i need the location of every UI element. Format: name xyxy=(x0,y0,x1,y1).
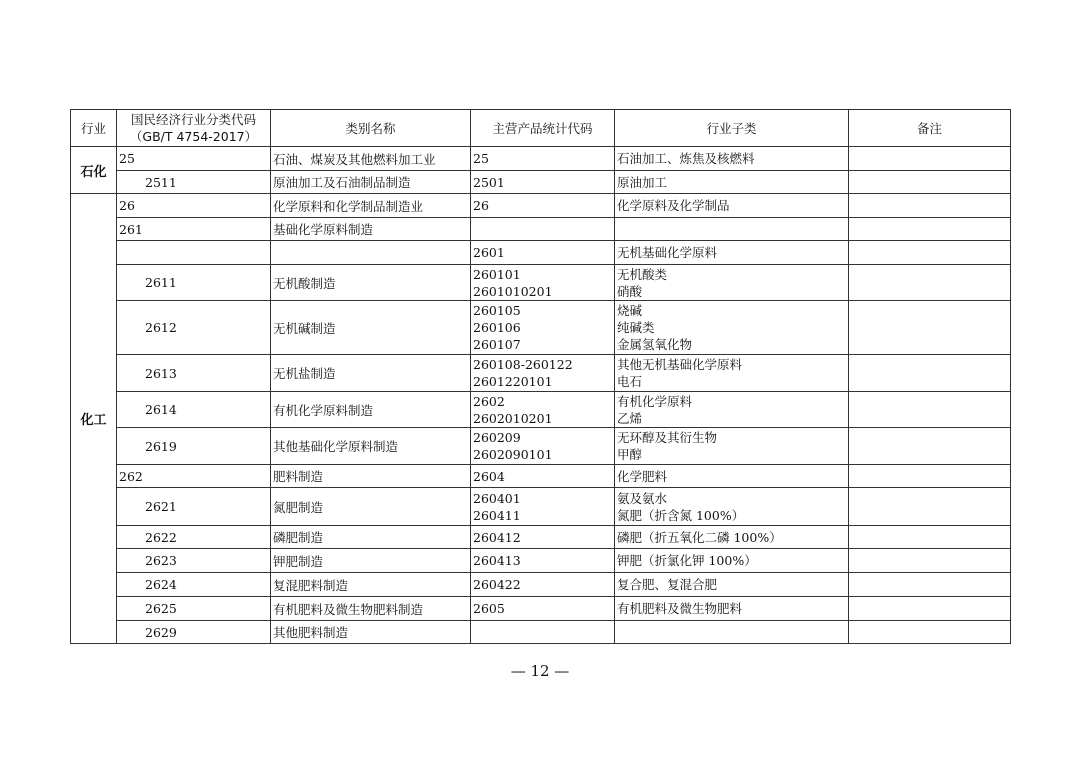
header-category-name: 类别名称 xyxy=(271,110,471,147)
table-row xyxy=(71,549,1011,573)
subcategory-item: 有机肥料及微生物肥料 xyxy=(617,601,743,616)
subcategory-cell xyxy=(615,597,849,621)
remark-cell xyxy=(849,597,1011,621)
remark-cell xyxy=(849,621,1011,644)
subcategory-item: 复合肥、复混合肥 xyxy=(617,577,718,592)
industry-cell-chemical: 化工 xyxy=(71,194,117,644)
product-code: 2601 xyxy=(473,245,505,260)
product-code-cell xyxy=(471,301,615,355)
gb-code-cell: 2614 xyxy=(117,392,271,428)
category-name-cell: 氮肥制造 xyxy=(271,488,471,526)
product-code: 260107 xyxy=(473,337,521,352)
table-header-row xyxy=(71,110,1011,147)
gb-code-cell: 2511 xyxy=(117,171,271,194)
category-name-cell: 复混肥料制造 xyxy=(271,573,471,597)
table-row xyxy=(71,265,1011,301)
product-code-cell xyxy=(471,194,615,218)
category-name-cell: 有机化学原料制造 xyxy=(271,392,471,428)
gb-code-cell: 2622 xyxy=(117,526,271,549)
industry-cell-petrochemical: 石化 xyxy=(71,147,117,194)
subcategory-item: 石油加工、炼焦及核燃料 xyxy=(617,151,755,166)
subcategory-cell xyxy=(615,428,849,465)
remark-cell xyxy=(849,549,1011,573)
subcategory-item: 化学肥料 xyxy=(617,468,668,484)
header-subcategory: 行业子类 xyxy=(615,110,849,147)
product-code: 260101 xyxy=(473,266,521,282)
product-code: 260413 xyxy=(473,553,521,568)
product-code: 2602010201 xyxy=(473,410,553,426)
category-name-cell: 原油加工及石油制品制造 xyxy=(271,171,471,194)
category-name-cell: 磷肥制造 xyxy=(271,526,471,549)
subcategory-cell xyxy=(615,171,849,194)
subcategory-cell xyxy=(615,301,849,355)
remark-cell xyxy=(849,265,1011,301)
product-code: 26 xyxy=(473,198,489,213)
product-code: 260105 xyxy=(473,303,521,318)
subcategory-cell xyxy=(615,194,849,218)
subcategory-item: 无机基础化学原料 xyxy=(617,245,718,260)
header-gb-code-line2: （GB/T 4754-2017） xyxy=(129,129,258,144)
gb-code-cell: 2623 xyxy=(117,549,271,573)
product-code: 260412 xyxy=(473,529,521,545)
subcategory-item: 无机酸类 xyxy=(617,266,668,282)
subcategory-item: 有机化学原料 xyxy=(617,393,693,409)
subcategory-cell xyxy=(615,465,849,488)
remark-cell xyxy=(849,428,1011,465)
remark-cell xyxy=(849,355,1011,392)
product-code: 2601220101 xyxy=(473,374,553,389)
subcategory-item: 钾肥（折氯化钾 100%） xyxy=(617,553,757,568)
category-name-cell: 石油、煤炭及其他燃料加工业 xyxy=(271,147,471,171)
table-row xyxy=(71,171,1011,194)
table-row xyxy=(71,597,1011,621)
table-row xyxy=(71,392,1011,428)
category-name-cell: 肥料制造 xyxy=(271,465,471,488)
header-product-code: 主营产品统计代码 xyxy=(471,110,615,147)
remark-cell xyxy=(849,392,1011,428)
table-row xyxy=(71,147,1011,171)
industry-classification-table xyxy=(70,109,1011,644)
product-code-cell xyxy=(471,488,615,526)
product-code-cell xyxy=(471,218,615,241)
gb-code-cell: 2613 xyxy=(117,355,271,392)
header-remark: 备注 xyxy=(849,110,1011,147)
gb-code-cell: 26 xyxy=(117,194,271,218)
table-row xyxy=(71,355,1011,392)
remark-cell xyxy=(849,171,1011,194)
subcategory-item: 硝酸 xyxy=(617,283,643,299)
category-name-cell: 基础化学原料制造 xyxy=(271,218,471,241)
table-row xyxy=(71,621,1011,644)
product-code: 260108-260122 xyxy=(473,357,573,372)
product-code-cell xyxy=(471,355,615,392)
subcategory-item: 纯碱类 xyxy=(617,320,655,335)
category-name-cell: 无机碱制造 xyxy=(271,301,471,355)
subcategory-cell xyxy=(615,147,849,171)
gb-code-cell: 2619 xyxy=(117,428,271,465)
product-code-cell xyxy=(471,147,615,171)
product-code-cell xyxy=(471,549,615,573)
product-code: 260209 xyxy=(473,430,521,445)
product-code-cell xyxy=(471,597,615,621)
category-name-cell: 有机肥料及微生物肥料制造 xyxy=(271,597,471,621)
product-code-cell xyxy=(471,573,615,597)
gb-code-cell: 2621 xyxy=(117,488,271,526)
table-row xyxy=(71,194,1011,218)
gb-code-cell: 2624 xyxy=(117,573,271,597)
remark-cell xyxy=(849,218,1011,241)
remark-cell xyxy=(849,573,1011,597)
subcategory-item: 金属氢氧化物 xyxy=(617,337,693,352)
subcategory-cell xyxy=(615,355,849,392)
table-row xyxy=(71,526,1011,549)
table-row xyxy=(71,241,1011,265)
product-code: 2602 xyxy=(473,393,505,409)
gb-code-cell: 2629 xyxy=(117,621,271,644)
category-name-cell xyxy=(271,241,471,265)
subcategory-cell xyxy=(615,265,849,301)
header-gb-code xyxy=(117,110,271,147)
subcategory-cell xyxy=(615,573,849,597)
category-name-cell: 无机酸制造 xyxy=(271,265,471,301)
table-row xyxy=(71,465,1011,488)
header-gb-code-line1: 国民经济行业分类代码 xyxy=(130,112,256,127)
product-code-cell xyxy=(471,428,615,465)
gb-code-cell: 261 xyxy=(117,218,271,241)
subcategory-item: 乙烯 xyxy=(617,410,643,426)
gb-code-cell: 262 xyxy=(117,465,271,488)
table-row xyxy=(71,488,1011,526)
gb-code-cell xyxy=(117,241,271,265)
product-code-cell xyxy=(471,526,615,549)
remark-cell xyxy=(849,526,1011,549)
product-code: 2601010201 xyxy=(473,283,553,299)
product-code: 2602090101 xyxy=(473,447,553,462)
table-row xyxy=(71,428,1011,465)
subcategory-cell xyxy=(615,526,849,549)
table-row xyxy=(71,573,1011,597)
remark-cell xyxy=(849,241,1011,265)
gb-code-cell: 2625 xyxy=(117,597,271,621)
category-name-cell: 钾肥制造 xyxy=(271,549,471,573)
subcategory-item: 电石 xyxy=(617,374,643,389)
product-code: 260401 xyxy=(473,490,521,506)
gb-code-cell: 25 xyxy=(117,147,271,171)
page-number: — 12 — xyxy=(510,662,570,680)
product-code-cell xyxy=(471,621,615,644)
subcategory-item: 氨及氨水 xyxy=(617,490,668,506)
subcategory-item: 无环醇及其衍生物 xyxy=(617,430,718,445)
subcategory-cell xyxy=(615,549,849,573)
remark-cell xyxy=(849,488,1011,526)
table-row xyxy=(71,301,1011,355)
subcategory-item: 原油加工 xyxy=(617,174,668,190)
gb-code-cell: 2612 xyxy=(117,301,271,355)
category-name-cell: 其他基础化学原料制造 xyxy=(271,428,471,465)
subcategory-item: 化学原料及化学制品 xyxy=(617,198,730,213)
product-code-cell xyxy=(471,265,615,301)
subcategory-cell xyxy=(615,488,849,526)
subcategory-cell xyxy=(615,621,849,644)
subcategory-item: 磷肥（折五氧化二磷 100%） xyxy=(617,529,782,545)
subcategory-cell xyxy=(615,218,849,241)
product-code-cell xyxy=(471,392,615,428)
subcategory-item: 其他无机基础化学原料 xyxy=(617,357,743,372)
table-row xyxy=(71,218,1011,241)
category-name-cell: 化学原料和化学制品制造业 xyxy=(271,194,471,218)
subcategory-item: 烧碱 xyxy=(617,303,643,318)
product-code: 2501 xyxy=(473,174,505,190)
product-code: 25 xyxy=(473,151,489,166)
category-name-cell: 其他肥料制造 xyxy=(271,621,471,644)
product-code-cell xyxy=(471,465,615,488)
product-code: 260106 xyxy=(473,320,521,335)
subcategory-cell xyxy=(615,241,849,265)
product-code: 260411 xyxy=(473,507,521,523)
remark-cell xyxy=(849,465,1011,488)
subcategory-item: 甲醇 xyxy=(617,447,643,462)
product-code: 2605 xyxy=(473,601,505,616)
gb-code-cell: 2611 xyxy=(117,265,271,301)
product-code: 260422 xyxy=(473,577,521,592)
product-code-cell xyxy=(471,171,615,194)
product-code-cell xyxy=(471,241,615,265)
remark-cell xyxy=(849,301,1011,355)
remark-cell xyxy=(849,147,1011,171)
header-industry: 行业 xyxy=(71,110,117,147)
category-name-cell: 无机盐制造 xyxy=(271,355,471,392)
remark-cell xyxy=(849,194,1011,218)
product-code: 2604 xyxy=(473,468,505,484)
subcategory-item: 氮肥（折含氮 100%） xyxy=(617,507,745,523)
subcategory-cell xyxy=(615,392,849,428)
